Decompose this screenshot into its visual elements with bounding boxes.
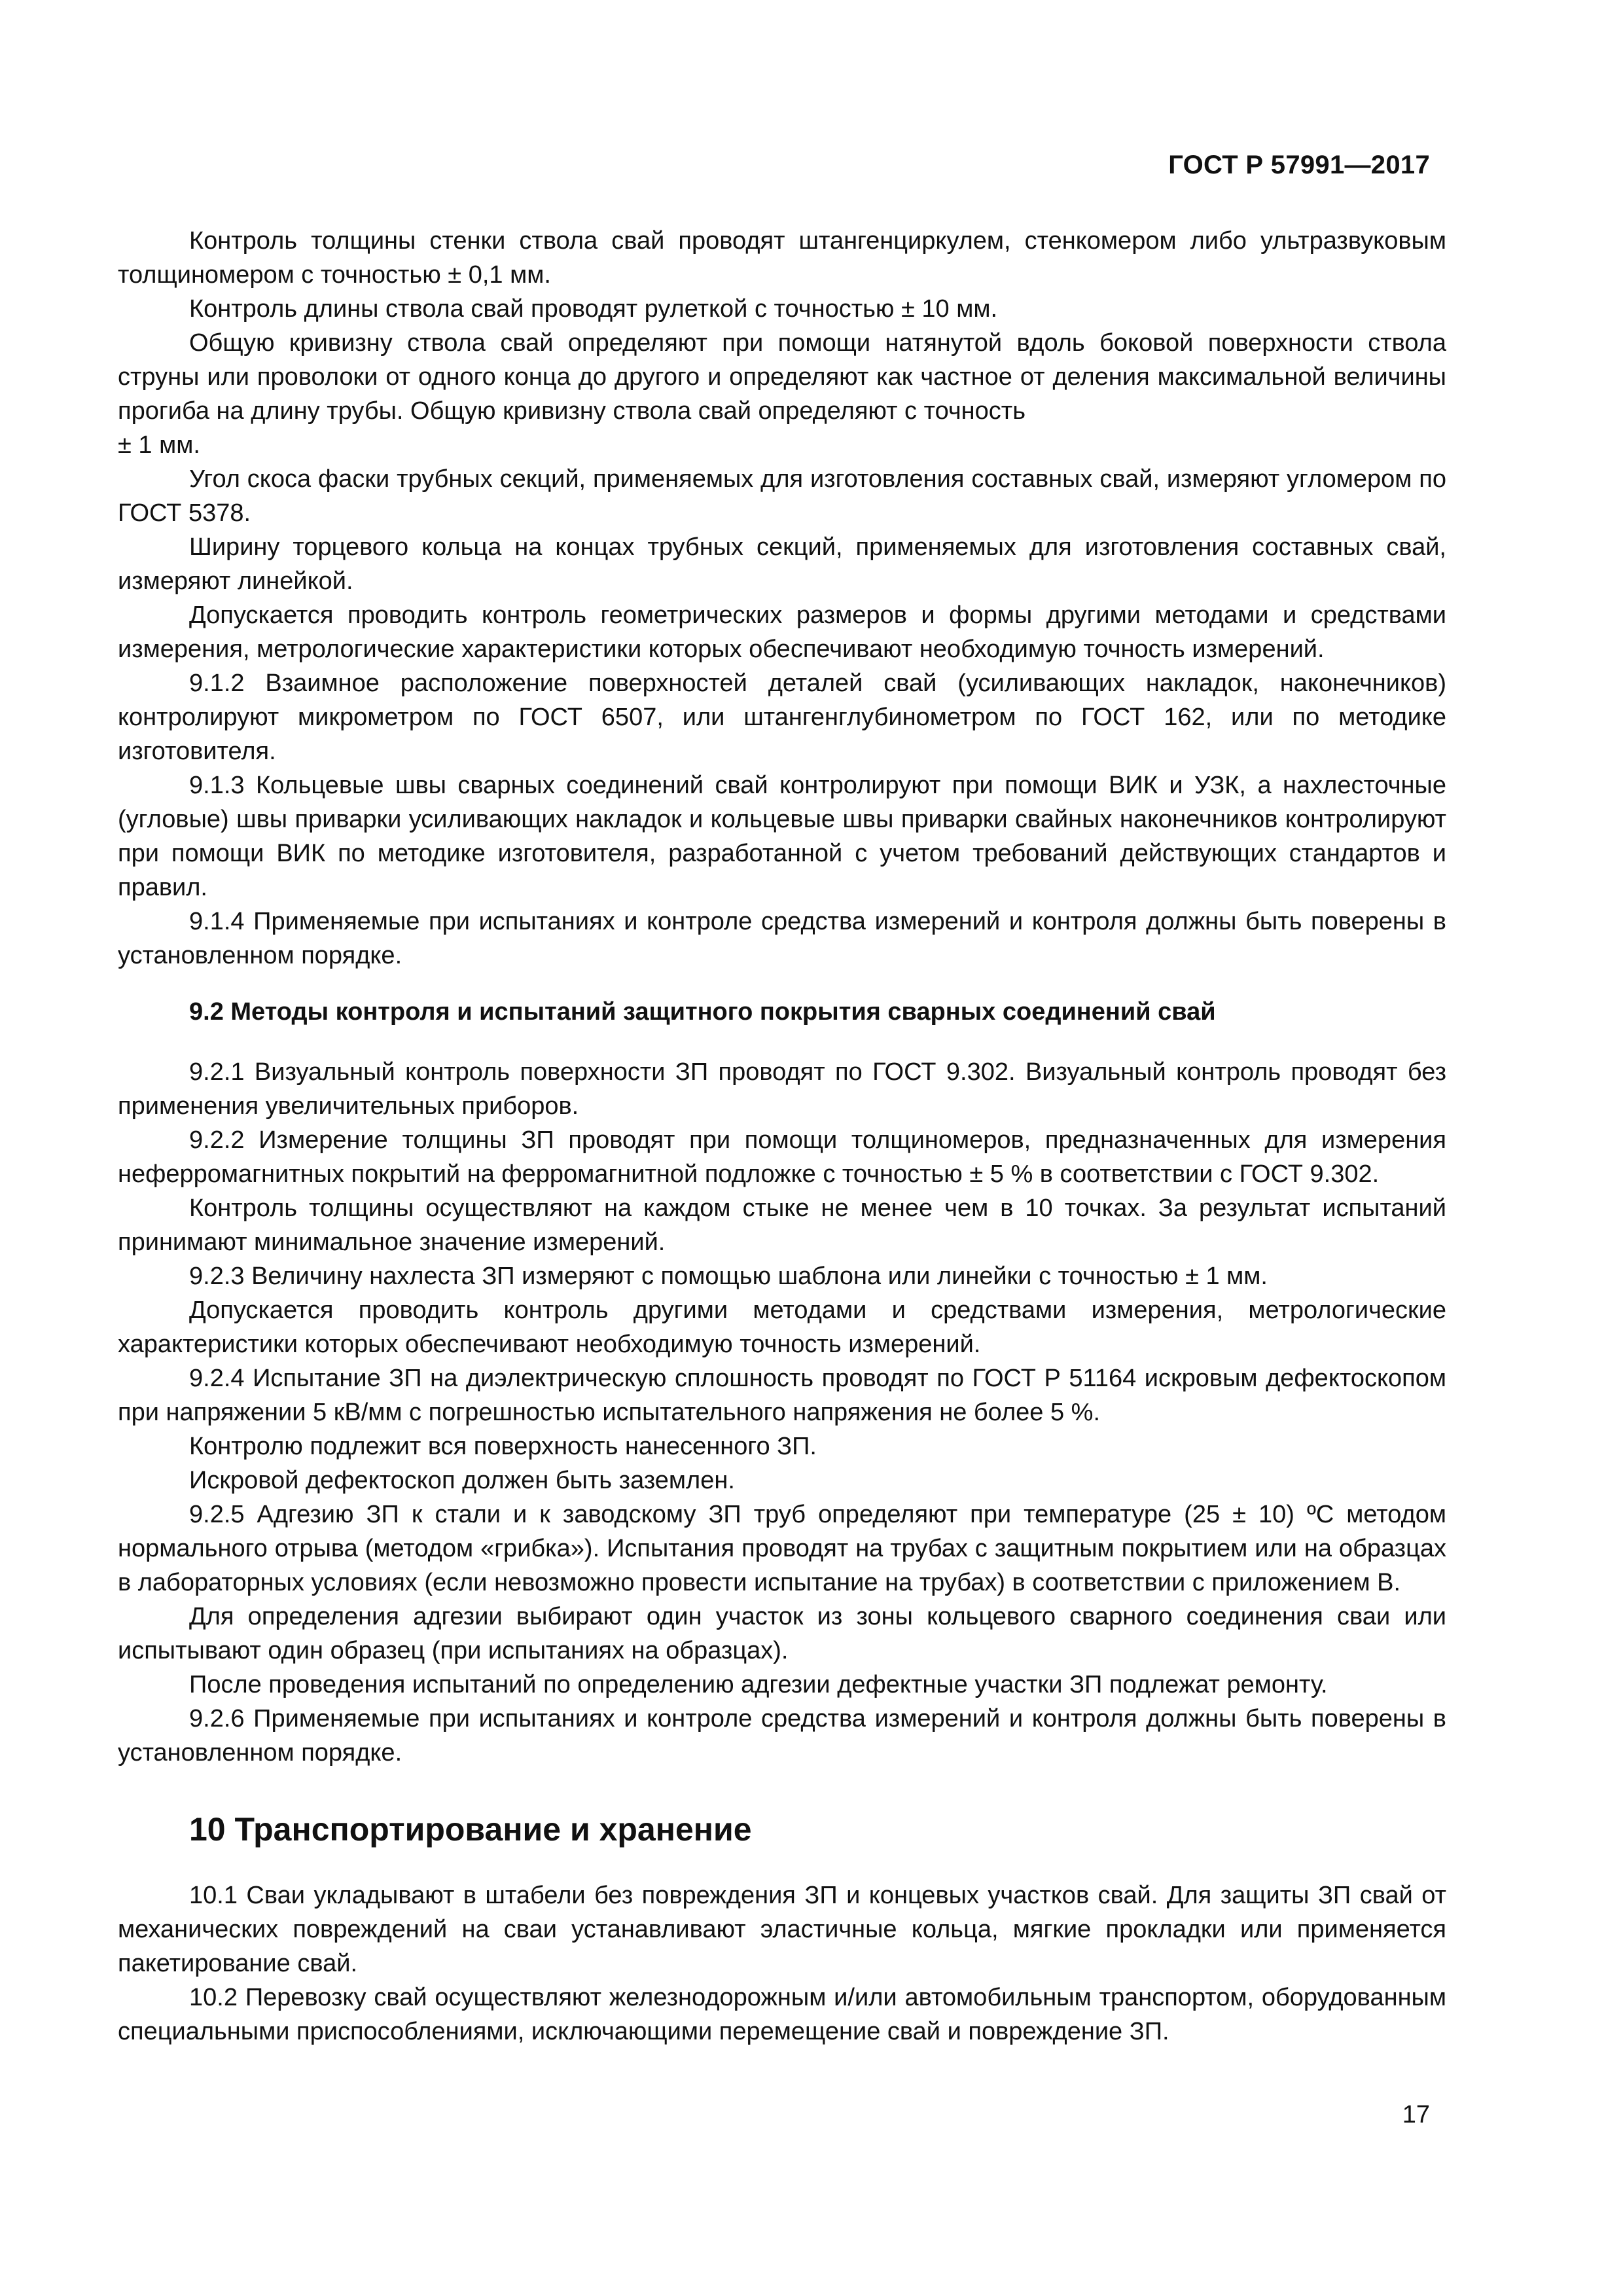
paragraph: Контроль толщины осуществляют на каждом стыке не менее чем в 10 точках. За результат испытаний принимают минимальное значение измерений. [118,1194,1446,1256]
paragraph: 9.2.2 Измерение толщины ЗП проводят при помощи толщиномеров, предназначенных для измерения неферромагнитных покрытий на ферромагнитной подложке с точностью ± 5 % в соответствии с ГОСТ 9.302. [118,1126,1446,1188]
paragraph: 9.1.2 Взаимное расположение поверхностей деталей свай (усиливающих накладок, наконечников) контролируют микрометром по ГОСТ 6507, или штангенглубинометром по ГОСТ 162, или по методике изготовителя. [118,670,1446,765]
paragraph: 9.2.6 Применяемые при испытаниях и контроле средства измерений и контроля должны быть поверены в установленном порядке. [118,1705,1446,1767]
paragraph: Контроль длины ствола свай проводят рулеткой с точностью ± 10 мм. [189,295,998,323]
paragraph: 9.2.4 Испытание ЗП на диэлектрическую сплошность проводят по ГОСТ Р 51164 искровым дефектоскопом при напряжении 5 кВ/мм с погрешностью испытательного напряжения не более 5 %. [118,1365,1446,1426]
page-body [118,224,1446,2049]
paragraph: Ширину торцевого кольца на концах трубных секций, применяемых для изготовления составных свай, измеряют линейкой. [118,533,1446,595]
paragraph: Допускается проводить контроль геометрических размеров и формы другими методами и средствами измерения, метрологические характеристики которых обеспечивают необходимую точность измерений. [118,601,1446,663]
document-code-header: ГОСТ Р 57991—2017 [1168,151,1430,179]
section-10-text [118,1878,1446,2049]
paragraph: 10.1 Сваи укладывают в штабели без повреждения ЗП и концевых участков свай. Для защиты ЗП свай от механических повреждений на сваи устанавливают эластичные кольца, мягкие прокладки или применяется пакетирование свай. [118,1882,1446,1977]
paragraph: Угол скоса фаски трубных секций, применяемых для изготовления составных свай, измеряют угломером по ГОСТ 5378. [118,465,1446,527]
section-9-2-text [118,1055,1446,1770]
paragraph: Контроль толщины стенки ствола свай проводят штангенциркулем, стенкомером либо ультразвуковым толщиномером с точностью ± 0,1 мм. [118,227,1446,289]
paragraph: Искровой дефектоскоп должен быть заземлен. [189,1467,735,1494]
page-number: 17 [1402,2101,1430,2128]
paragraph: 9.2.3 Величину нахлеста ЗП измеряют с помощью шаблона или линейки с точностью ± 1 мм. [189,1263,1268,1290]
paragraph: Допускается проводить контроль другими методами и средствами измерения, метрологические характеристики которых обеспечивают необходимую точность измерений. [118,1297,1446,1358]
section-heading: 10 Транспортирование и хранение [189,1811,752,1848]
paragraph: ± 1 мм. [118,431,200,459]
paragraph: 10.2 Перевозку свай осуществляют железнодорожным и/или автомобильным транспортом, оборудованным специальными приспособлениями, исключающими перемещение свай и повреждение ЗП. [118,1984,1446,2045]
paragraph: Общую кривизну ствола свай определяют при помощи натянутой вдоль боковой поверхности ствола струны или проволоки от одного конца до другого и определяют как частное от деления максимальной величины прогиба на длину трубы. Общую кривизну ствола свай определяют с точность [118,329,1446,425]
section-9-1-text [118,224,1446,973]
paragraph: 9.1.3 Кольцевые швы сварных соединений свай контролируют при помощи ВИК и УЗК, а нахлесточные (угловые) швы приварки усиливающих накладок и кольцевые швы приварки свайных наконечников контролируют при помощи ВИК по методике изготовителя, разработанной с учетом требований действующих стандартов и правил. [118,772,1446,901]
subsection-heading: 9.2 Методы контроля и испытаний защитного покрытия сварных соединений свай [189,998,1216,1026]
paragraph: 9.2.5 Адгезию ЗП к стали и к заводскому ЗП труб определяют при температуре (25 ± 10) ºС методом нормального отрыва (методом «грибка»). Испытания проводят на трубах с защитным покрытием или на образцах в лабораторных условиях (если невозможно провести испытание на трубах) в соответствии с приложением В. [118,1501,1446,1596]
paragraph: 9.1.4 Применяемые при испытаниях и контроле средства измерений и контроля должны быть поверены в установленном порядке. [118,908,1446,969]
paragraph: После проведения испытаний по определению адгезии дефектные участки ЗП подлежат ремонту. [189,1671,1328,1698]
paragraph: 9.2.1 Визуальный контроль поверхности ЗП проводят по ГОСТ 9.302. Визуальный контроль проводят без применения увеличительных приборов. [118,1058,1446,1120]
paragraph: Для определения адгезии выбирают один участок из зоны кольцевого сварного соединения сваи или испытывают один образец (при испытаниях на образцах). [118,1603,1446,1664]
paragraph: Контролю подлежит вся поверхность нанесенного ЗП. [189,1433,817,1460]
